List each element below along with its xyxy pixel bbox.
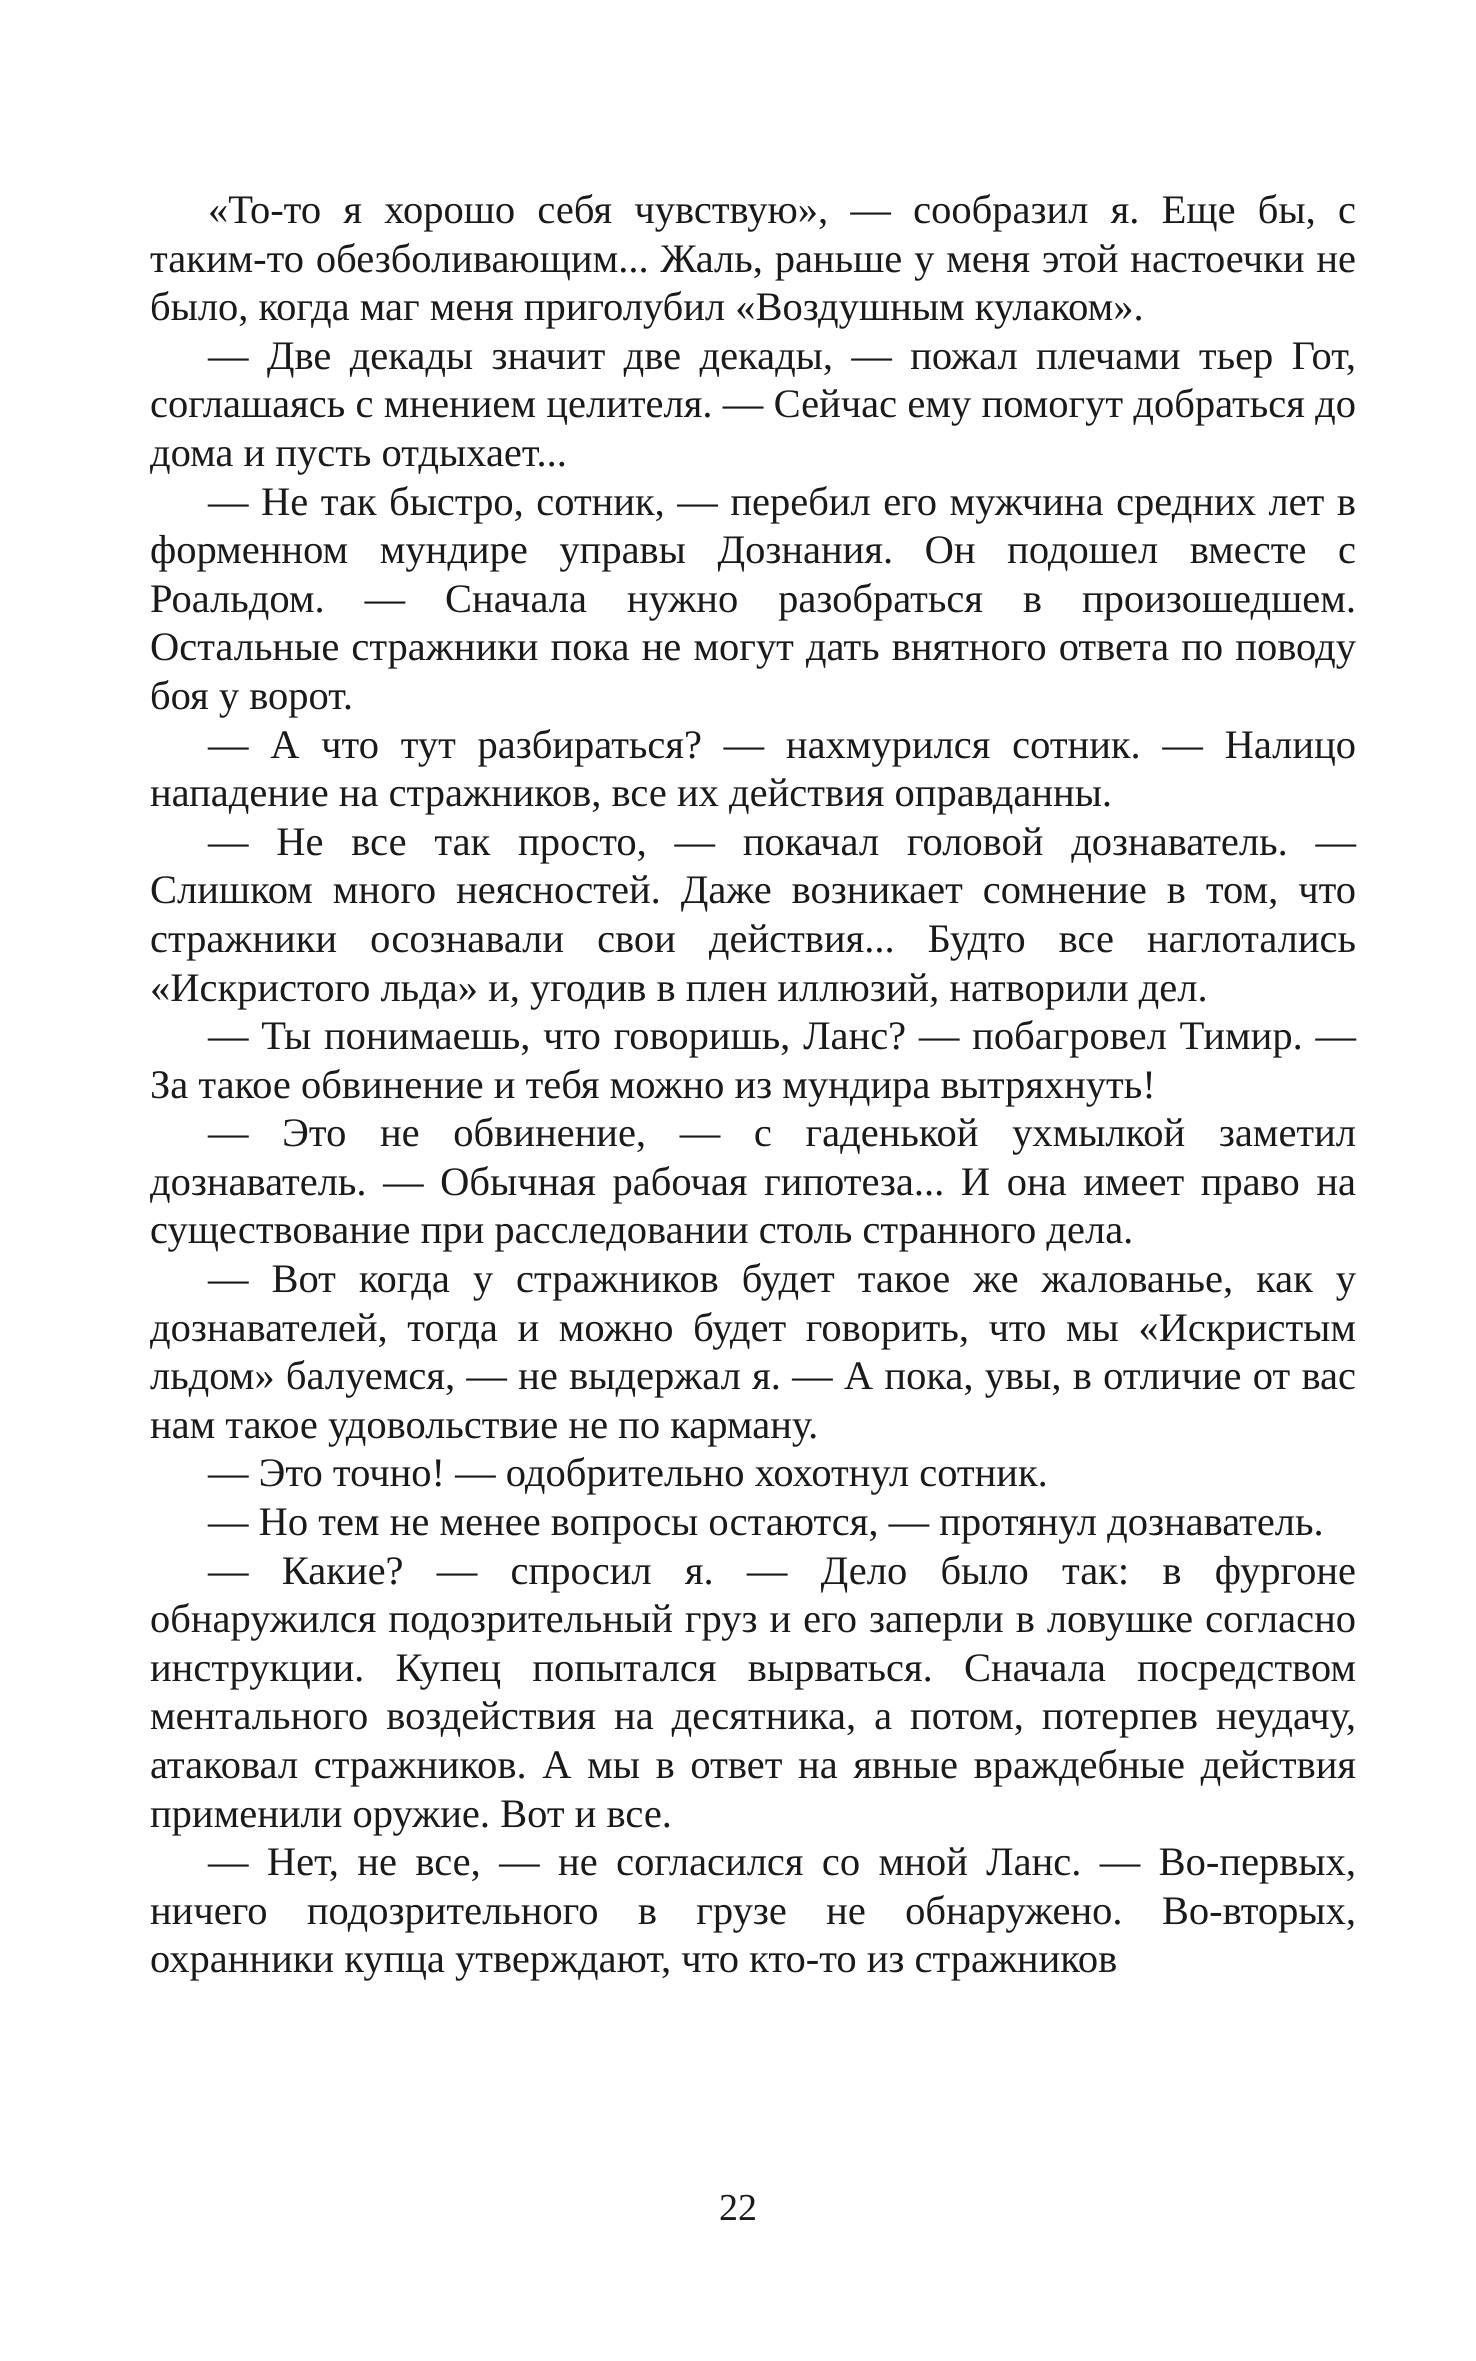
page-number: 22	[719, 2187, 757, 2229]
paragraph-1: «То-то я хорошо себя чувствую», — сообразил я. Еще бы, с таким-то обезболивающим... Жаль, раньше у меня этой настоечки не было, когда маг меня приголубил «Воздушным кулаком».	[150, 187, 1356, 330]
paragraph-10: — Но тем не менее вопросы остаются, — протянул дознаватель.	[208, 1499, 1324, 1545]
paragraph-2: — Две декады значит две декады, — пожал плечами тьер Гот, соглашаясь с мнением целителя. — Сейчас ему помогут добраться до дома и пусть отдыхает...	[150, 332, 1356, 475]
paragraph-4: — А что тут разбираться? — нахмурился сотник. — Налицо нападение на стражников, все их действия оправданны.	[150, 721, 1356, 816]
paragraph-12: — Нет, не все, — не согласился со мной Ланс. — Во-первых, ничего подозрительного в грузе не обнаружено. Во-вторых, охранники купца утверждают, что кто-то из стражников	[150, 1839, 1356, 1982]
paragraph-6: — Ты понимаешь, что говоришь, Ланс? — побагровел Тимир. — За такое обвинение и тебя можно из мундира вытряхнуть!	[150, 1013, 1356, 1107]
page-body	[150, 186, 1356, 1984]
paragraph-5: — Не все так просто, — покачал головой дознаватель. — Слишком много неясностей. Даже возникает сомнение в том, что стражники осознавали свои действия... Будто все наглотались «Искристого льда» и, угодив в плен иллюзий, натворили дел.	[150, 818, 1356, 1010]
paragraph-8: — Вот когда у стражников будет такое же жалованье, как у дознавателей, тогда и можно будет говорить, что мы «Искристым льдом» балуемся, — не выдержал я. — А пока, увы, в отличие от вас нам такое удовольствие не по карману.	[150, 1256, 1356, 1447]
paragraph-3: — Не так быстро, сотник, — перебил его мужчина средних лет в форменном мундире управы Дознания. Он подошел вместе с Роальдом. — Сначала нужно разобраться в произошедшем. Остальные стражники пока не могут дать внятного ответа по поводу боя у ворот.	[150, 478, 1356, 718]
paragraph-11: — Какие? — спросил я. — Дело было так: в фургоне обнаружился подозрительный груз и его заперли в ловушке согласно инструкции. Купец попытался вырваться. Сначала посредством ментального воздействия на десятника, а потом, потерпев неудачу, атаковал стражников. А мы в ответ на явные враждебные действия применили оружие. Вот и все.	[150, 1547, 1356, 1836]
paragraph-9: — Это точно! — одобрительно хохотнул сотник.	[208, 1450, 1048, 1496]
paragraph-7: — Это не обвинение, — с гаденькой ухмылкой заметил дознаватель. — Обычная рабочая гипотеза... И она имеет право на существование при расследовании столь странного дела.	[150, 1110, 1356, 1253]
